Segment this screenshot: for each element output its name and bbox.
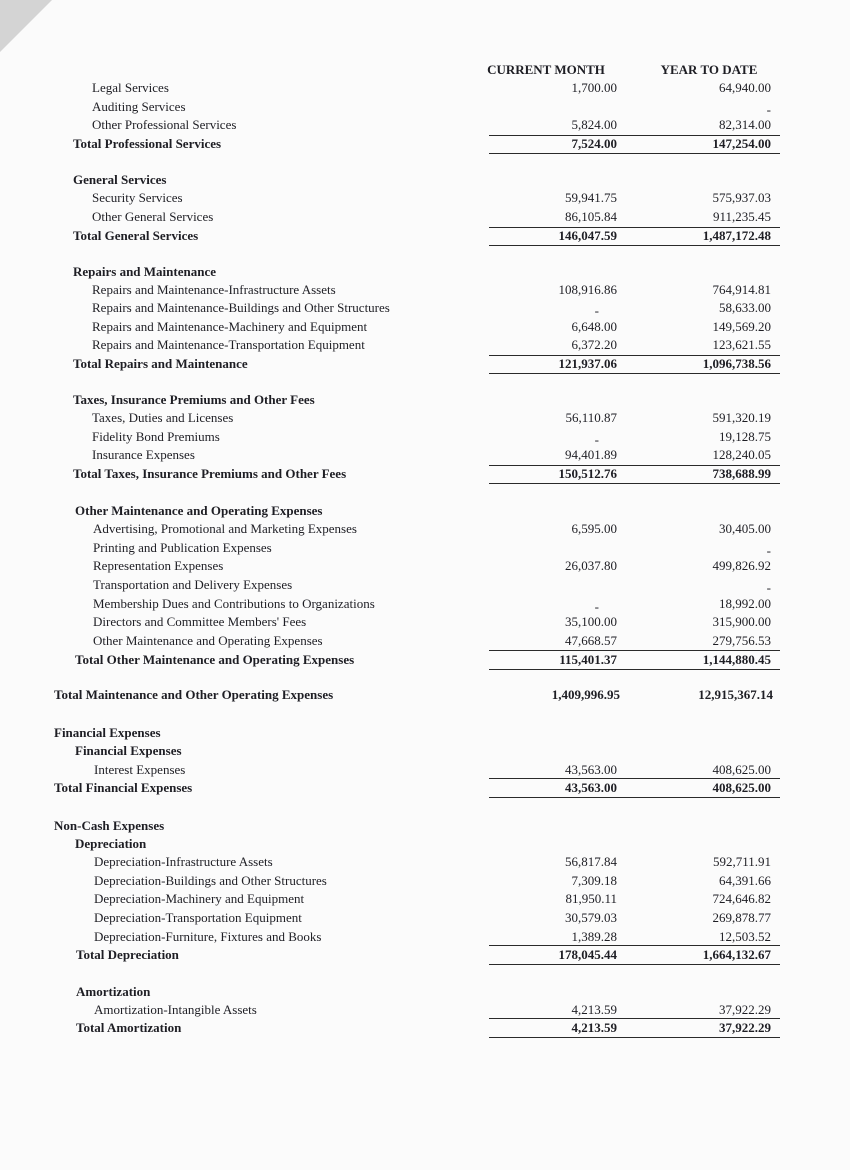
table-row-total [0,228,850,246]
row-label: Amortization [76,984,151,999]
current-month-value: 121,937.06 [558,356,617,371]
table-row [0,282,850,300]
row-label: Insurance Expenses [92,447,195,462]
section-heading [0,503,850,521]
subtotal-rule [489,650,780,651]
current-month-value: 146,047.59 [558,228,617,243]
table-row [0,117,850,135]
table-row [0,577,850,595]
row-label: Depreciation-Furniture, Fixtures and Books [94,929,322,944]
year-to-date-value: 592,711.91 [712,854,771,869]
year-to-date-value: 315,900.00 [712,614,771,629]
total-rule [489,245,780,246]
year-to-date-value: 1,487,172.48 [702,228,771,243]
year-to-date-value: 1,144,880.45 [702,652,771,667]
current-month-value: 115,401.37 [559,652,617,667]
table-row [0,337,850,355]
total-rule [489,1037,780,1038]
row-label: Repairs and Maintenance-Infrastructure Assets [92,282,336,297]
row-label: Depreciation-Buildings and Other Structures [94,873,327,888]
current-month-value: 94,401.89 [565,447,617,462]
year-to-date-value: 19,128.75 [719,429,771,444]
row-label: Total Financial Expenses [54,780,193,795]
subsection-heading [0,743,850,761]
table-row-total [0,136,850,154]
section-heading [0,172,850,190]
current-month-value: 7,524.00 [571,136,617,151]
row-label: Depreciation-Infrastructure Assets [94,854,273,869]
total-rule [489,669,780,670]
current-month-value: 59,941.75 [565,190,617,205]
total-rule [489,797,780,798]
row-label: Other Maintenance and Operating Expenses [75,503,323,518]
table-row-total [0,947,850,965]
table-row [0,99,850,117]
total-rule [489,483,780,484]
row-label: Total Maintenance and Other Operating Expenses [54,687,334,702]
year-to-date-value: 1,664,132.67 [702,947,771,962]
row-label: Total Taxes, Insurance Premiums and Other Fees [73,466,347,481]
current-month-value: 30,579.03 [565,910,617,925]
total-rule [489,373,780,374]
current-month-value: 43,563.00 [565,762,617,777]
row-label: Legal Services [92,80,169,95]
year-to-date-value: 12,915,367.14 [698,687,773,702]
current-month-value: 178,045.44 [558,947,617,962]
table-row-total [0,466,850,484]
row-label: Repairs and Maintenance [73,264,216,279]
table-row [0,300,850,318]
table-row [0,873,850,891]
table-row [0,447,850,465]
year-to-date-value: 269,878.77 [712,910,771,925]
current-month-value: 47,668.57 [565,633,617,648]
table-row [0,209,850,227]
row-label: Fidelity Bond Premiums [92,429,220,444]
year-to-date-value: 591,320.19 [712,410,771,425]
year-to-date-value: 911,235.45 [712,209,771,224]
folded-corner [0,0,52,52]
row-label: Transportation and Delivery Expenses [93,577,293,592]
table-row [0,614,850,632]
row-label: Repairs and Maintenance-Buildings and Other Structures [92,300,390,315]
row-label: Directors and Committee Members' Fees [93,614,307,629]
row-label: Depreciation-Machinery and Equipment [94,891,305,906]
total-rule [489,964,780,965]
column-header-current-month: CURRENT MONTH [487,62,605,77]
row-label: Other Professional Services [92,117,237,132]
row-label: Other General Services [92,209,214,224]
table-row [0,910,850,928]
table-row [0,521,850,539]
row-label: Financial Expenses [75,743,182,758]
table-row-total [0,780,850,798]
row-label: Depreciation-Transportation Equipment [94,910,302,925]
table-row [0,80,850,98]
row-label: Non-Cash Expenses [54,818,165,833]
row-label: Advertising, Promotional and Marketing Expenses [93,521,357,536]
year-to-date-value: 147,254.00 [712,136,771,151]
year-to-date-value: 738,688.99 [712,466,771,481]
year-to-date-value: - [766,580,771,595]
row-label: Total Professional Services [73,136,222,151]
year-to-date-value: 149,569.20 [712,319,771,334]
row-label: Representation Expenses [93,558,224,573]
current-month-value: 6,372.20 [571,337,617,352]
year-to-date-value: 408,625.00 [712,762,771,777]
row-label: Membership Dues and Contributions to Organizations [93,596,375,611]
year-to-date-value: 123,621.55 [712,337,771,352]
year-to-date-value: 82,314.00 [719,117,771,132]
section-heading [0,264,850,282]
section-heading [0,392,850,410]
year-to-date-value: 128,240.05 [712,447,771,462]
table-row [0,596,850,614]
row-label: Total Repairs and Maintenance [73,356,248,371]
table-row [0,854,850,872]
current-month-value: 4,213.59 [571,1020,617,1035]
current-month-value: 4,213.59 [571,1002,617,1017]
year-to-date-value: 64,940.00 [719,80,771,95]
table-row [0,429,850,447]
row-label: Security Services [92,190,183,205]
year-to-date-value: 37,922.29 [719,1020,771,1035]
current-month-value: 35,100.00 [565,614,617,629]
table-row [0,540,850,558]
year-to-date-value: 764,914.81 [712,282,771,297]
year-to-date-value: 499,826.92 [712,558,771,573]
year-to-date-value: 1,096,738.56 [702,356,771,371]
current-month-value: 1,700.00 [571,80,617,95]
column-header-year-to-date: YEAR TO DATE [660,62,758,77]
current-month-value: 6,595.00 [571,521,617,536]
section-heading [0,818,850,836]
year-to-date-value: 279,756.53 [712,633,771,648]
row-label: Auditing Services [92,99,186,114]
subtotal-rule [489,1018,780,1019]
current-month-value: - [594,303,599,318]
table-row-total [0,356,850,374]
table-row [0,190,850,208]
current-month-value: 26,037.80 [565,558,617,573]
year-to-date-value: 18,992.00 [719,596,771,611]
current-month-value: - [594,599,599,614]
table-row [0,319,850,337]
table-row-total [0,652,850,670]
table-row [0,633,850,651]
table-row-grand-total [0,687,850,705]
row-label: Depreciation [75,836,147,851]
current-month-value: 150,512.76 [558,466,617,481]
row-label: Taxes, Insurance Premiums and Other Fees [73,392,315,407]
current-month-value: 56,110.87 [565,410,617,425]
current-month-value: - [594,432,599,447]
table-row [0,558,850,576]
current-month-value: 108,916.86 [558,282,617,297]
current-month-value: 81,950.11 [565,891,617,906]
row-label: Taxes, Duties and Licenses [92,410,234,425]
subsection-heading [0,836,850,854]
year-to-date-value: - [766,543,771,558]
year-to-date-value: 575,937.03 [712,190,771,205]
table-row-total [0,1020,850,1038]
current-month-value: 1,389.28 [571,929,617,944]
row-label: General Services [73,172,167,187]
current-month-value: 56,817.84 [565,854,617,869]
row-label: Total Depreciation [76,947,179,962]
total-rule [489,153,780,154]
year-to-date-value: 64,391.66 [719,873,771,888]
section-heading [0,725,850,743]
subtotal-rule [489,778,780,779]
table-row [0,410,850,428]
row-label: Repairs and Maintenance-Transportation Equipment [92,337,365,352]
current-month-value: 6,648.00 [571,319,617,334]
current-month-value: 43,563.00 [565,780,617,795]
current-month-value: 5,824.00 [571,117,617,132]
year-to-date-value: 12,503.52 [719,929,771,944]
row-label: Amortization-Intangible Assets [94,1002,257,1017]
row-label: Interest Expenses [94,762,186,777]
row-label: Other Maintenance and Operating Expenses [93,633,323,648]
subtotal-rule [489,945,780,946]
row-label: Printing and Publication Expenses [93,540,272,555]
year-to-date-value: 37,922.29 [719,1002,771,1017]
subsection-heading [0,984,850,1002]
row-label: Financial Expenses [54,725,161,740]
current-month-value: 7,309.18 [571,873,617,888]
row-label: Total Other Maintenance and Operating Expenses [75,652,355,667]
year-to-date-value: - [766,102,771,117]
current-month-value: 86,105.84 [565,209,617,224]
current-month-value: 1,409,996.95 [551,687,620,702]
year-to-date-value: 724,646.82 [712,891,771,906]
row-label: Total Amortization [76,1020,182,1035]
row-label: Repairs and Maintenance-Machinery and Equipment [92,319,368,334]
table-row [0,891,850,909]
year-to-date-value: 30,405.00 [719,521,771,536]
year-to-date-value: 58,633.00 [719,300,771,315]
row-label: Total General Services [73,228,199,243]
year-to-date-value: 408,625.00 [712,780,771,795]
